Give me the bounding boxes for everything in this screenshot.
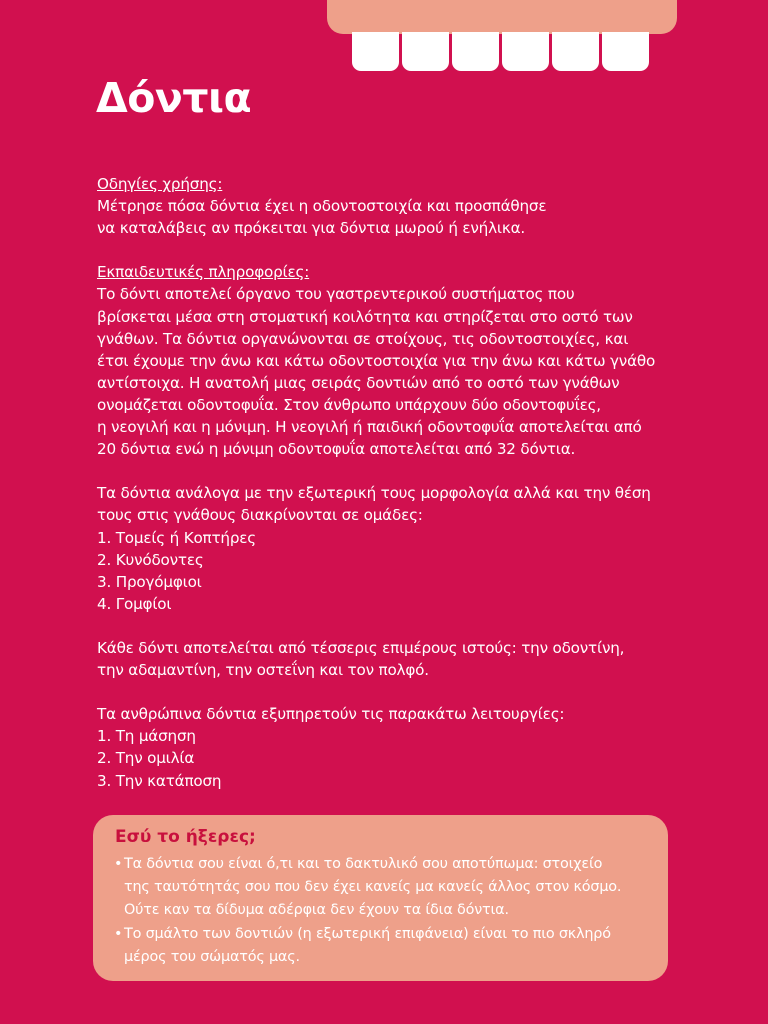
tooth-shape [452,32,499,71]
did-you-know-line: μέρος του σώματός μας. [124,948,300,965]
spacer [97,615,667,637]
education-line: γνάθων. Τα δόντια οργανώνονται σε στοίχους, τις οδοντοστοιχίες, και [97,329,629,348]
education-line: ονομάζεται οδοντοφυΐα. Στον άνθρωπο υπάρχουν δύο οδοντοφυΐες, [97,395,601,414]
education-line: 20 δόντια ενώ η μόνιμη οδοντοφυΐα αποτελείται από 32 δόντια. [97,440,576,459]
functions-list-item: 1. Τη μάσηση [97,727,196,746]
functions-list-item: 2. Την ομιλία [97,749,195,768]
page-title: Δόντια [96,74,252,122]
teeth-illustration [352,32,649,71]
tooth-shape [602,32,649,71]
groups-list-item: 4. Γομφίοι [97,594,172,613]
education-line: Το δόντι αποτελεί όργανο του γαστρεντερικού συστήματος που [97,285,575,304]
spacer [97,239,667,261]
education-line: βρίσκεται μέσα στη στοματική κοιλότητα και στηρίζεται στο οστό των [97,307,633,326]
spacer [97,460,667,482]
did-you-know-list [114,853,654,969]
functions-list-item: 3. Την κατάποση [97,771,222,790]
groups-line: τους στις γνάθους διακρίνονται σε ομάδες: [97,506,423,525]
did-you-know-item [114,923,654,969]
education-line: η νεογιλή και η μόνιμη. Η νεογιλή ή παιδική οδοντοφυΐα αποτελείται από [97,418,642,437]
gum-shape [327,0,677,34]
tooth-shape [352,32,399,71]
did-you-know-heading: Εσύ το ήξερες; [115,827,256,847]
did-you-know-line: Το σμάλτο των δοντιών (η εξωτερική επιφάνεια) είναι το πιο σκληρό [124,925,611,942]
spacer [97,681,667,703]
instructions-line: Μέτρησε πόσα δόντια έχει η οδοντοστοιχία και προσπάθησε [97,197,547,216]
groups-list-item: 3. Προγόμφιοι [97,572,202,591]
tooth-shape [402,32,449,71]
bullet-icon: • [114,856,123,872]
groups-list-item: 1. Τομείς ή Κοπτήρες [97,528,257,547]
did-you-know-line: Τα δόντια σου είναι ό,τι και το δακτυλικό σου αποτύπωμα: στοιχείο [124,856,603,872]
did-you-know-box [93,815,668,981]
education-line: έτσι έχουμε την άνω και κάτω οδοντοστοιχία για την άνω και κάτω γνάθο [97,351,656,370]
main-content [97,173,667,792]
did-you-know-line: Ούτε καν τα δίδυμα αδέρφια δεν έχουν τα ίδια δόντια. [124,902,509,919]
functions-line: Τα ανθρώπινα δόντια εξυπηρετούν τις παρακάτω λειτουργίες: [97,705,565,724]
instructions-heading: Οδηγίες χρήσης: [97,175,223,193]
education-line: αντίστοιχα. Η ανατολή μιας σειράς δοντιών από το οστό των γνάθων [97,373,620,392]
education-heading: Εκπαιδευτικές πληροφορίες: [97,263,310,282]
did-you-know-item [114,853,654,923]
tooth-shape [502,32,549,71]
did-you-know-line: της ταυτότητάς σου που δεν έχει κανείς μα κανείς άλλος στον κόσμο. [124,879,622,896]
tissues-line: Κάθε δόντι αποτελείται από τέσσερις επιμέρους ιστούς: την οδοντίνη, [97,638,625,657]
instructions-line: να καταλάβεις αν πρόκειται για δόντια μωρού ή ενήλικα. [97,219,526,238]
groups-list-item: 2. Κυνόδοντες [97,550,204,569]
groups-line: Τα δόντια ανάλογα με την εξωτερική τους μορφολογία αλλά και την θέση [97,484,651,503]
tissues-line: την αδαμαντίνη, την οστεΐνη και τον πολφό. [97,661,429,680]
bullet-icon: • [114,925,123,942]
tooth-shape [552,32,599,71]
